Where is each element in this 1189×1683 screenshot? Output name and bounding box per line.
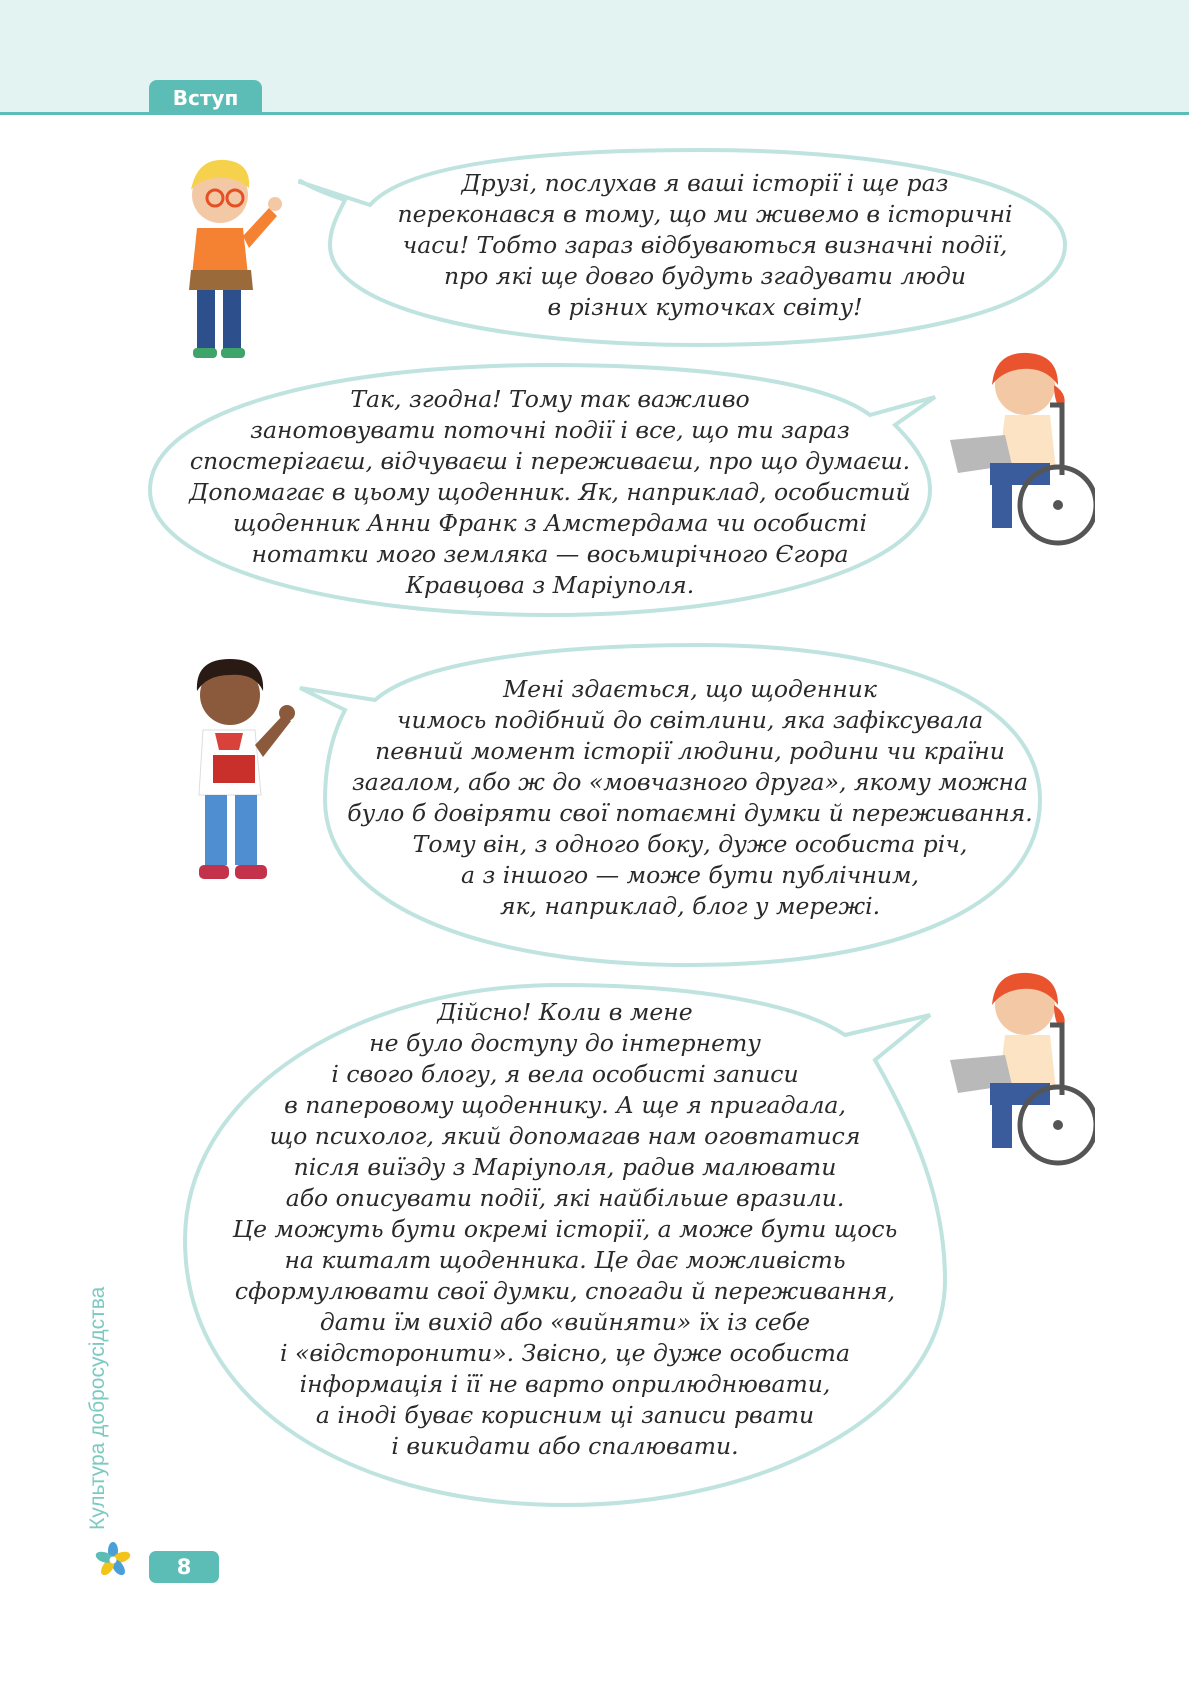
girl-in-wheelchair-illustration-1 xyxy=(950,345,1095,550)
boy-with-book-illustration xyxy=(185,655,305,895)
girl-in-wheelchair-illustration-2 xyxy=(950,965,1095,1170)
dialogue-1-text: Друзі, послухав я ваші історії і ще раз переконався в тому, що ми живемо в історичні часи! Тобто зараз відбуваються визначні події, про які ще довго будуть згадувати люди в різних куточках світу! xyxy=(397,169,1013,321)
boy-in-glasses-illustration xyxy=(175,150,295,365)
dialogue-4-text: Дійсно! Коли в мене не було доступу до інтернету і свого блогу, я вела особисті записи в паперовому щоденнику. А ще я пригадала, що психолог, який допомагав нам оговтатися після виїзду з Маріуполя, радив малювати або описувати події, які найбільше вразили. Це можуть бути окремі історії, а може бути щось на кшталт щоденника. Це дає можливість сформулювати свої думки, спогади й переживання, дати їм вихід або «вийняти» їх із себе і «відсторонити». Звісно, це дуже особиста інформація і її не варто оприлюднювати, а іноді буває корисним ці записи рвати і викидати або спалювати. xyxy=(232,998,898,1460)
dialogue-3-text: Мені здається, що щоденник чимось подібний до світлини, яка зафіксувала певний момент історії людини, родини чи країни загалом, або ж до «мовчазного друга», якому можна було б довіряти свої потаємні думки й переживання. Тому він, з одного боку, дуже особиста річ, а з іншого — може бути публічним, як, наприклад, блог у мережі. xyxy=(347,675,1033,920)
dialogue-2-text: Так, згодна! Тому так важливо занотовувати поточні події і все, що ти зараз спостерігаєш, відчуваєш і переживаєш, про що думаєш. Допомагає в цьому щоденник. Як, наприклад, особистий щоденник Анни Франк з Амстердама чи особисті нотатки мого земляка — восьмирічного Єгора Кравцова з Маріуполя. xyxy=(189,385,911,599)
book-title-side-label: Культура добросусідства xyxy=(86,1286,109,1530)
flower-icon xyxy=(95,1542,131,1578)
section-tab: Вступ xyxy=(149,80,262,115)
page-number: 8 xyxy=(149,1551,219,1583)
